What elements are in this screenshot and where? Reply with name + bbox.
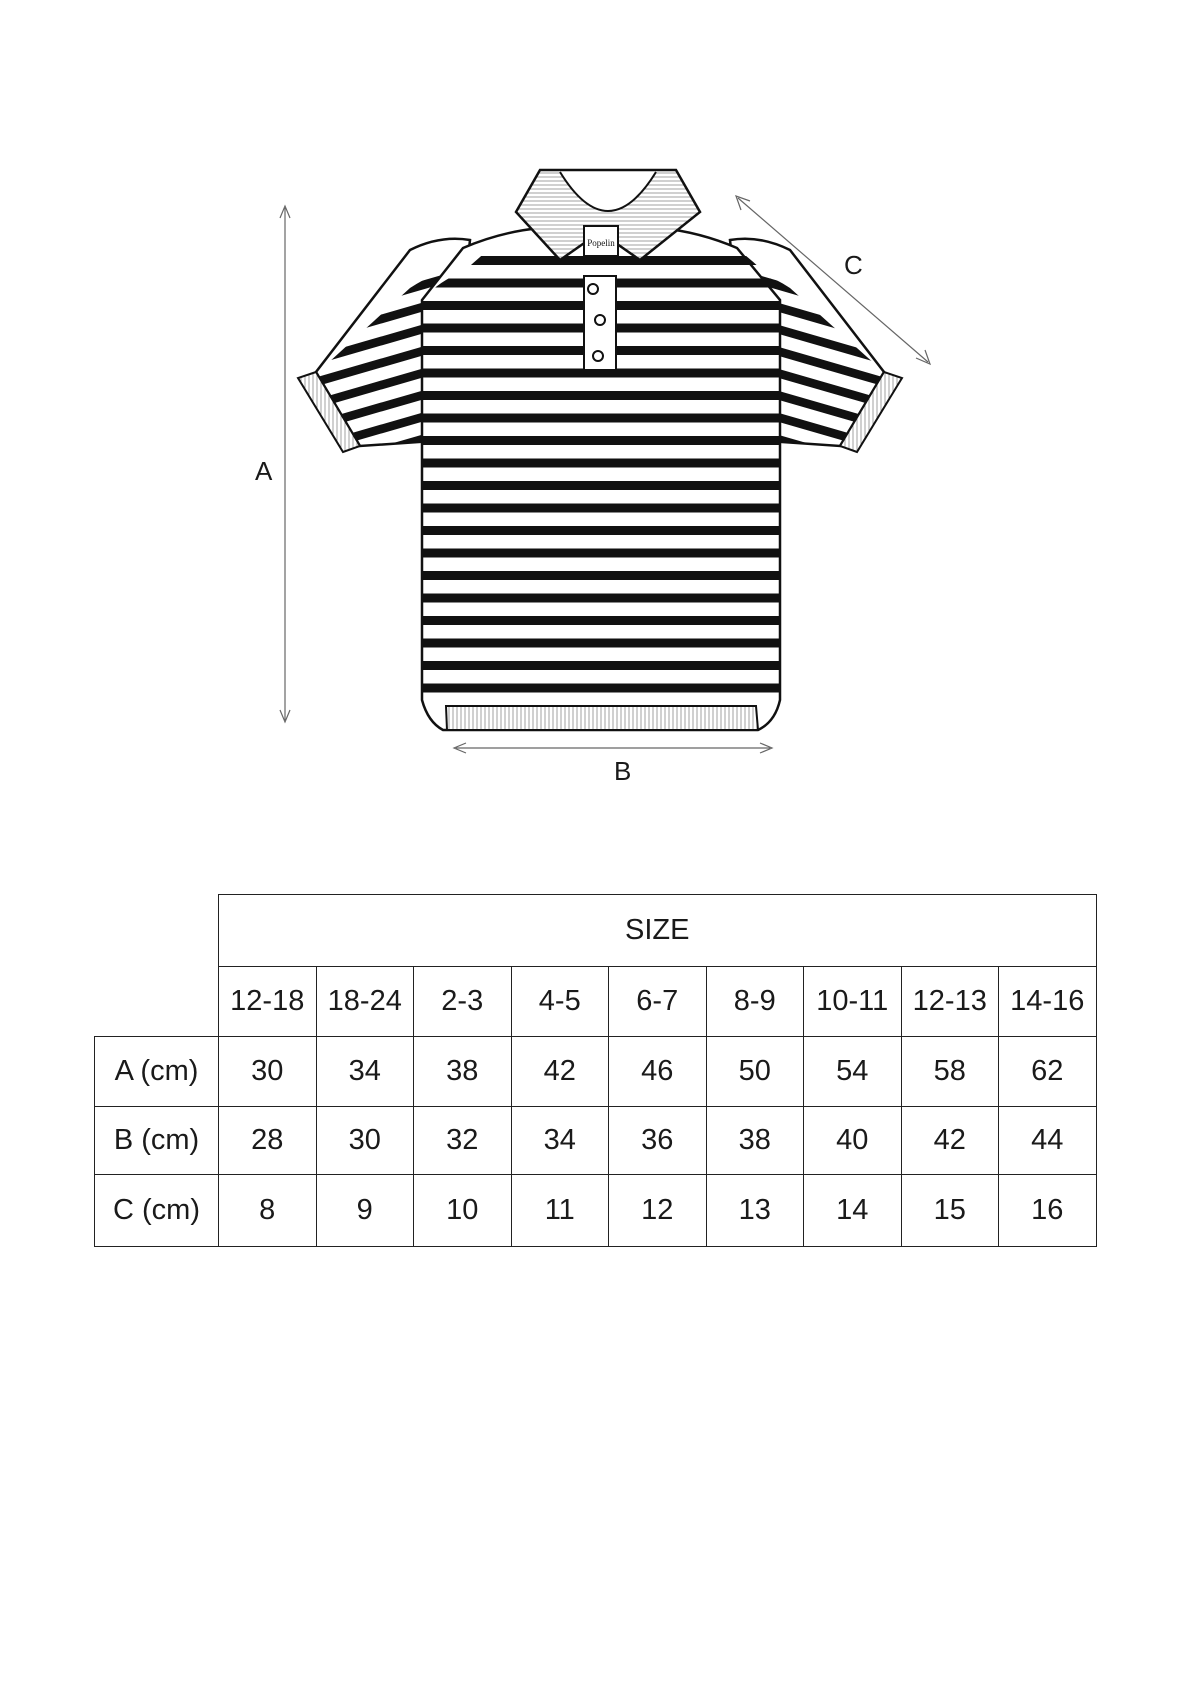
measurement-cell: 38 [414,1037,512,1107]
size-header-row [95,895,1097,967]
button-3 [593,351,603,361]
measurement-cell: 8 [219,1175,317,1247]
measurement-cell: 50 [706,1037,804,1107]
sleeve-stripe [300,176,480,237]
body-stripe [400,414,800,423]
size-column-header: 4-5 [511,967,609,1037]
measurement-cell: 42 [901,1107,999,1175]
size-column-header: 6-7 [609,967,707,1037]
measurement-cell: 11 [511,1175,609,1247]
measurement-row-label: C (cm) [95,1175,219,1247]
dimension-a-arrow [280,206,290,722]
body-stripe [400,391,800,400]
body-stripe [400,549,800,558]
measurement-row [95,1107,1097,1175]
measurement-cell: 34 [316,1037,414,1107]
measurement-row-label: A (cm) [95,1037,219,1107]
measurement-cell: 30 [219,1037,317,1107]
measurement-cell: 13 [706,1175,804,1247]
dimension-b-arrow [454,743,772,753]
dimension-b-label: B [614,756,632,786]
measurement-cell: 16 [999,1175,1097,1247]
measurement-cell: 62 [999,1037,1097,1107]
body-stripe [400,594,800,603]
size-column-header: 18-24 [316,967,414,1037]
size-column-header: 12-13 [901,967,999,1037]
body-stripe [400,526,800,535]
measurement-cell: 12 [609,1175,707,1247]
hem-rib [446,706,758,730]
measurement-cell: 10 [414,1175,512,1247]
brand-tag [584,226,618,256]
size-table [94,894,1097,1247]
body-stripe [400,504,800,513]
dimension-a-label: A [255,456,273,486]
button-2 [595,315,605,325]
body-stripe [400,639,800,648]
sizes-row [95,967,1097,1037]
measurement-cell: 30 [316,1107,414,1175]
measurement-cell: 58 [901,1037,999,1107]
measurement-cell: 44 [999,1107,1097,1175]
measurement-cell: 54 [804,1037,902,1107]
size-column-header: 14-16 [999,967,1097,1037]
body-stripe [400,571,800,580]
measurement-cell: 38 [706,1107,804,1175]
measurement-cell: 42 [511,1037,609,1107]
body-stripe [400,459,800,468]
dimension-c-label: C [844,250,863,280]
table-corner-blank [95,967,219,1037]
size-column-header: 8-9 [706,967,804,1037]
measurement-cell: 32 [414,1107,512,1175]
polo-shirt-illustration [0,0,1200,800]
measurement-cell: 9 [316,1175,414,1247]
measurement-cell: 34 [511,1107,609,1175]
measurement-cell: 40 [804,1107,902,1175]
measurement-cell: 14 [804,1175,902,1247]
measurement-row-label: B (cm) [95,1107,219,1175]
measurement-cell: 15 [901,1175,999,1247]
body-stripe [400,661,800,670]
body-stripe [400,436,800,445]
measurement-cell: 36 [609,1107,707,1175]
size-column-header: 12-18 [219,967,317,1037]
size-column-header: 2-3 [414,967,512,1037]
body-stripe [400,684,800,693]
size-header: SIZE [219,895,1097,967]
measurement-cell: 28 [219,1107,317,1175]
measurement-row [95,1175,1097,1247]
brand-tag-text: Popelin [587,238,615,248]
button-1 [588,284,598,294]
measurement-cell: 46 [609,1037,707,1107]
table-corner-blank [95,895,219,967]
measurement-row [95,1037,1097,1107]
size-column-header: 10-11 [804,967,902,1037]
body-stripe [400,481,800,490]
body-stripe [400,616,800,625]
